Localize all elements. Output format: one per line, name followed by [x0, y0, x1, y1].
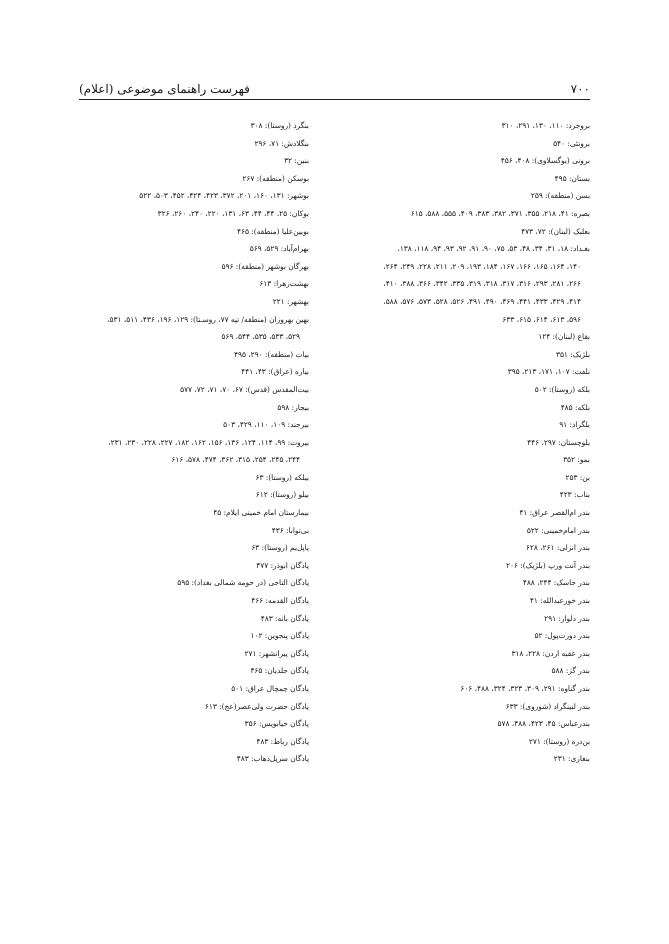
index-entry: بندر دلوار: ۲۹۱ — [544, 613, 590, 623]
page-header — [79, 79, 590, 100]
index-entry: بسن (منطقه): ۲۵۹ — [530, 191, 590, 201]
index-entry: برونی (یوگسلاوی): ۴۰۸، ۴۵۶ — [500, 156, 590, 166]
index-entry: بهرگان بوشهر (منطقه): ۵۹۶ — [221, 261, 309, 271]
index-entry: بیات (منطقه): ۲۹۰، ۴۹۵ — [234, 349, 309, 359]
index-entry: پادگان جلدیان: ۴۶۵ — [250, 666, 309, 676]
running-title: فهرست راهنمای موضوعی (اعلام) — [79, 82, 250, 96]
index-entry: بوکان: ۲۵، ۴۴، ۴۴، ۶۳، ۱۳۱، ۲۲۰، ۲۴۰، ۲۶۰، ۳۲۶ — [157, 208, 309, 218]
index-entry-continuation: ۵۲۹، ۵۳۳، ۵۳۵، ۵۴۴، ۵۶۹ — [221, 332, 300, 342]
index-column-left — [19, 120, 309, 764]
index-entry: پادگان التاجی (در حومه شمالی بغداد): ۵۹۵ — [177, 578, 309, 588]
index-entry: برونئی: ۵۴۰ — [553, 138, 590, 148]
index-entry-continuation: ۱۴۰، ۱۶۴، ۱۶۵، ۱۶۶، ۱۶۷، ۱۸۴، ۱۹۳، ۲۰۹، ۲۱۱، ۲۲۸، ۲۴۹، ۲۶۴، — [383, 261, 581, 271]
index-entry: بنگرد (روستا): ۳۰۸ — [250, 121, 309, 130]
index-entry: بنین: ۳۲ — [284, 156, 309, 166]
index-entry: بندرعباس: ۴۵، ۴۲۳، ۴۸۸، ۵۷۸ — [497, 719, 590, 729]
index-entry: پادگان پیرانشهر: ۲۷۱ — [244, 648, 309, 658]
index-entry: بلکه: ۴۸۵ — [560, 402, 590, 412]
index-entry: بستان: ۴۹۵ — [554, 173, 590, 183]
index-entry: بقاع (لبنان): ۱۲۴ — [538, 332, 590, 342]
index-entry: بروجرد: ۱۱۰، ۱۳۰، ۲۹۱، ۳۱۰ — [501, 121, 590, 130]
index-entry: بناب: ۴۲۳ — [559, 490, 590, 500]
index-entry: بوسکن (منطقه): ۲۶۷ — [242, 173, 309, 183]
index-entry: بمو: ۳۵۲ — [563, 455, 590, 465]
index-entry: پادگان پنجوین: ۱۰۲ — [250, 631, 309, 641]
index-entry: بیلو (روستا): ۶۱۲ — [255, 490, 309, 500]
index-entry: بهرام‌آباد: ۵۲۹، ۵۶۹ — [249, 244, 309, 254]
index-entry: پادگان چمچال عراق: ۵۰۱ — [231, 684, 309, 693]
index-entry: بیروت: ۹۹، ۱۱۴، ۱۲۴، ۱۳۶، ۱۵۶، ۱۶۲، ۱۸۲، ۲۲۷، ۲۲۸، ۲۳۰، ۲۳۱، — [108, 437, 309, 447]
index-entry: بلگراد: ۹۱ — [559, 420, 590, 430]
index-entry: بلژیک: ۳۵۱ — [555, 349, 590, 359]
index-entry-continuation: ۴۱۴، ۴۲۹، ۴۳۳، ۴۴۱، ۴۶۹، ۴۹۰، ۴۹۱، ۵۲۶، ۵۲۸، ۵۷۳، ۵۷۶، ۵۸۸، — [383, 296, 581, 306]
index-entry: بندر آنت ورپ (بلژیک): ۲۰۶ — [505, 560, 590, 570]
index-entry: پادگان خیابویس: ۳۵۶ — [244, 719, 309, 729]
index-entry: بندر عقبه اردن: ۲۲۸، ۳۱۸ — [511, 648, 590, 658]
index-entry: بندر ام‌القصر عراق: ۴۱ — [519, 508, 590, 518]
index-entry: پادگان سرپل‌ذهاب: ۴۸۳ — [236, 754, 309, 764]
index-entry: بنغازی: ۲۳۱ — [553, 754, 590, 764]
index-entry: بن: ۲۵۳ — [565, 472, 590, 482]
index-entry: بعلبک (لبنان): ۷۲، ۴۷۳ — [521, 226, 590, 236]
index-entry: بلوچستان: ۲۹۷، ۴۴۶ — [527, 437, 590, 447]
index-entry-continuation: ۵۹۶، ۶۱۳، ۶۱۴، ۶۱۵، ۶۳۳ — [502, 314, 581, 324]
index-entry: بندر امام‌خمینی: ۵۲۲ — [526, 525, 590, 535]
index-entry: بلکه (روستا): ۵۰۲ — [534, 384, 590, 394]
index-entry: بندر انزلی: ۲۶۱، ۶۲۸ — [525, 543, 590, 553]
index-entry: بندر لنینگراد (شوروی): ۶۳۳ — [505, 701, 590, 711]
index-entry: بصره: ۴۱، ۲۱۸، ۳۵۵، ۳۷۱، ۳۸۲، ۳۸۳، ۴۰۹، ۵۵۵، ۵۸۸، ۶۱۵ — [410, 208, 590, 218]
index-entry: بن‌دره (روستا): ۲۷۱ — [528, 736, 590, 746]
index-entry: بهشهر: ۲۲۱ — [272, 296, 309, 306]
index-entry: پاپل‌یم (روستا): ۶۳ — [251, 543, 309, 553]
index-entry: پادگان حضرت ولی‌عصر(عج): ۶۱۳ — [204, 701, 309, 711]
index-entry: بهشت‌زهرا: ۶۱۳ — [259, 279, 309, 289]
index-column-right — [328, 120, 590, 764]
index-entry: بیلکه (روستا): ۶۳ — [255, 472, 309, 482]
index-entry: بیمارستان امام خمینی ایلام: ۴۵ — [213, 508, 309, 518]
index-entry: پادگان بانه: ۴۸۳ — [260, 613, 309, 623]
index-entry: بندر خورعبدالله: ۴۱ — [529, 596, 590, 606]
index-entry: پادگان رباط: ۴۸۳ — [256, 736, 309, 746]
index-entry: بندر دورت‌پول: ۵۲ — [534, 631, 590, 641]
index-entry: بندر جاسک: ۲۴۴، ۴۸۸ — [522, 578, 590, 588]
index-entry: بوشهر: ۱۳۱، ۱۶۰، ۲۰۱، ۳۷۲، ۴۲۳، ۴۲۴، ۴۵۲، ۵۰۳، ۵۲۲ — [139, 191, 309, 201]
index-entry: بیرجند: ۱۰۹، ۱۱۰، ۴۲۹، ۵۰۳ — [223, 420, 309, 430]
index-entry: بویین‌علیا (منطقه): ۴۶۵ — [237, 226, 309, 236]
page-number: ۷۰۰ — [570, 82, 590, 96]
index-entry: بیاره (عراق): ۴۳، ۴۴۱ — [241, 367, 309, 377]
index-entry: پادگان القدمه: ۴۶۶ — [251, 596, 309, 606]
index-entry: بنگلادش: ۷۱، ۲۹۶ — [254, 138, 309, 148]
index-entry: بی‌توابا: ۴۳۶ — [271, 525, 309, 535]
index-entry: پادگان ابوذر: ۴۷۷ — [256, 560, 309, 570]
index-entry: بندر گز: ۵۸۸ — [551, 666, 590, 676]
index-entry-continuation: ۲۴۴، ۲۴۵، ۲۵۴، ۳۱۵، ۳۶۲، ۴۷۴، ۵۷۸، ۶۱۶ — [171, 455, 300, 465]
index-entry-continuation: ۲۶۶، ۲۸۱، ۲۹۳، ۳۱۶، ۳۱۷، ۳۱۸، ۳۱۹، ۳۳۵، ۳۴۲، ۳۶۶، ۳۸۸، ۴۱۰، — [383, 279, 581, 289]
index-entry: بهین بهروزان (منطقه/ تپه ۷۷، روسـتا): ۱۲۹، ۱۹۶، ۴۳۶، ۵۱۱، ۵۳۱، — [107, 314, 309, 324]
index-entry: بیت‌المقدس (قدس): ۶۷، ۷۰، ۷۱، ۷۲، ۵۷۷ — [180, 384, 309, 394]
index-entry: بغـداد: ۱۸، ۳۱، ۳۴، ۴۸، ۵۳، ۷۵، ۹۰، ۹۱، ۹۲، ۹۳، ۹۴، ۱۱۸، ۱۳۸، — [397, 244, 590, 254]
index-entry: بندر گناوه: ۲۹۱، ۳۰۹، ۳۲۳، ۳۲۴، ۴۸۸، ۶۰۶ — [460, 684, 590, 693]
index-entry: بیجار: ۵۹۸ — [277, 402, 309, 412]
index-entry: بلفت: ۱۰۷، ۱۷۱، ۲۱۳، ۳۹۵ — [507, 367, 590, 377]
